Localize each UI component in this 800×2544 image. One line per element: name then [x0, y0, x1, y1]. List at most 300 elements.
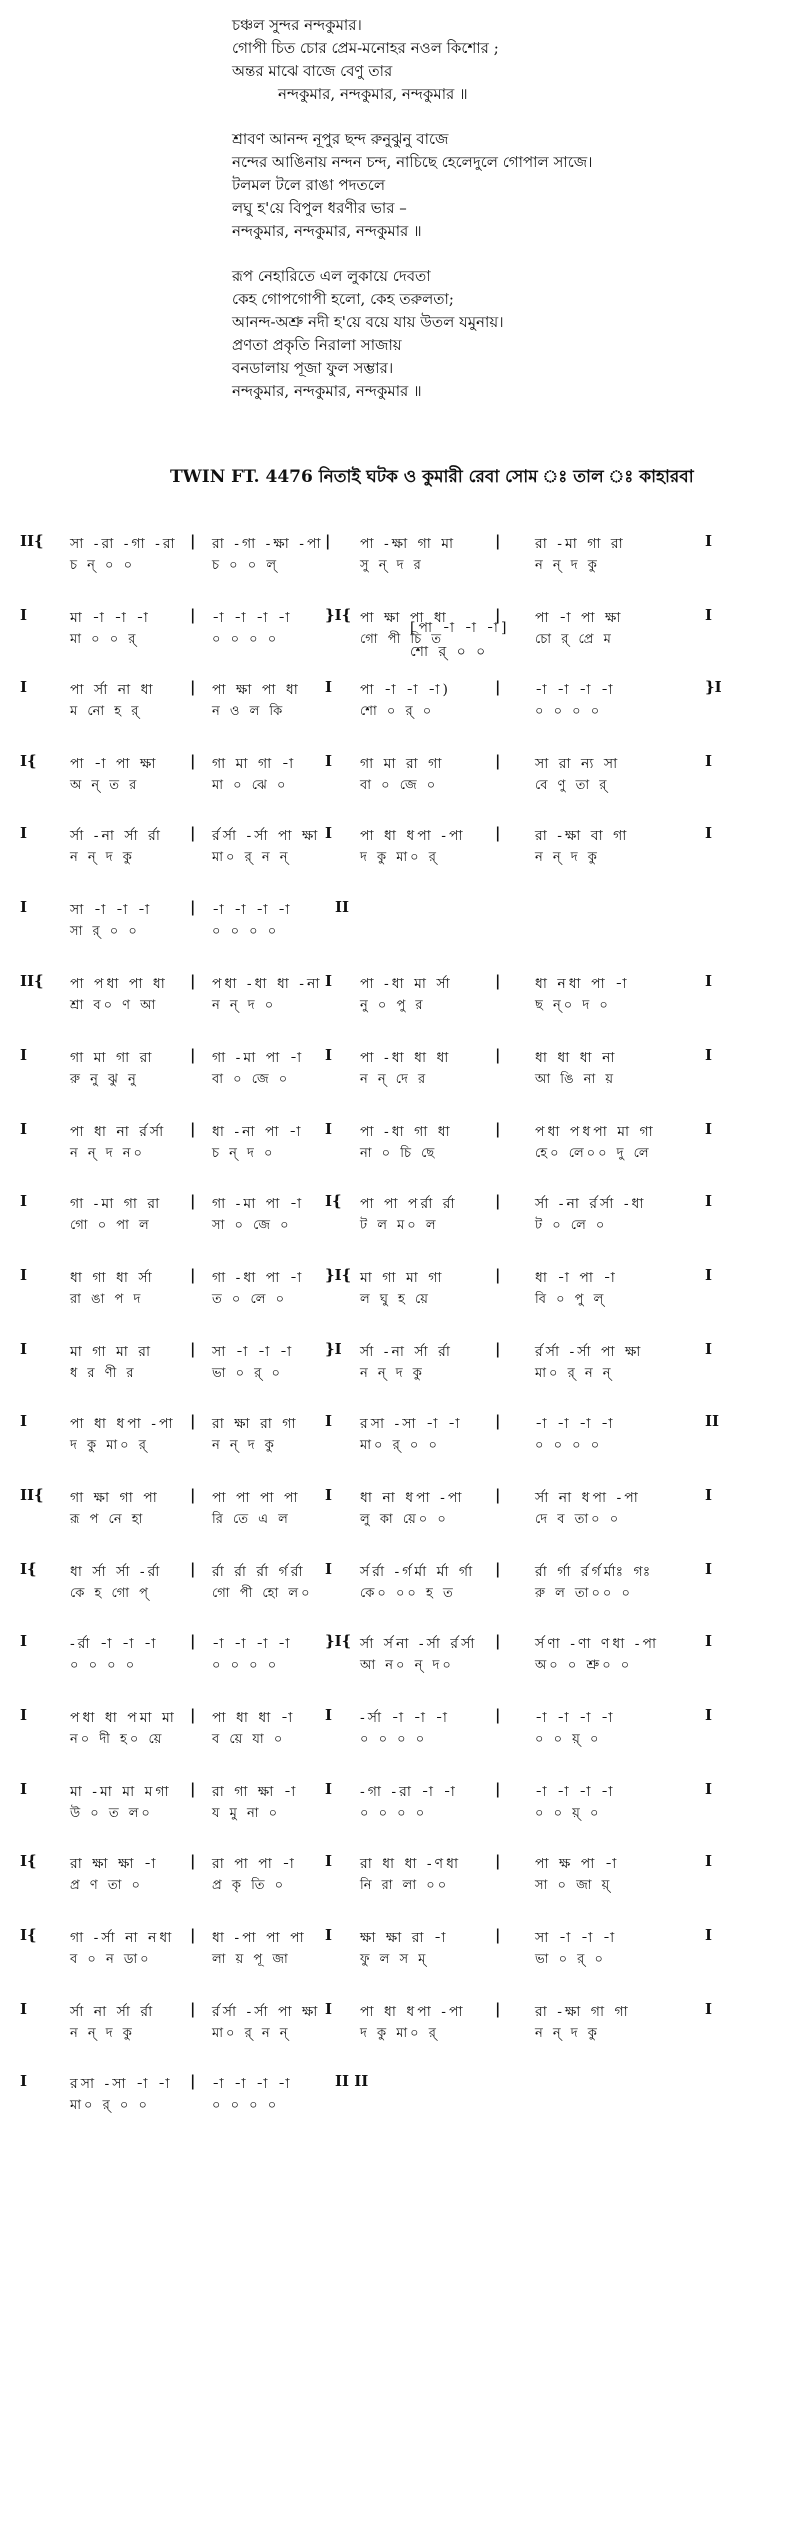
swara-group: রা -ক্ষা বা গা [535, 828, 630, 844]
swara-group: -া -া -া -া [535, 1784, 616, 1800]
lyric-line: কেহ গোপগোপী হলো, কেহ তরুলতা; [232, 290, 454, 308]
notation-row [0, 1264, 800, 1344]
syllable-group: অ ন্ ত র [70, 778, 140, 793]
syllable-group: ০ ০ ০ ০ [212, 2098, 280, 2113]
syllable-group: ন ন্ দ ০ [212, 998, 277, 1013]
swara-group: রসা -সা -া -া [360, 1416, 463, 1432]
swara-group: পা র্সা না ধা [70, 682, 156, 698]
swara-group: গা -মা পা -া [212, 1050, 305, 1066]
notation-row [0, 676, 800, 756]
swara-group: মা -মা মা মগা [70, 1784, 172, 1800]
barline: | [325, 532, 331, 550]
syllable-group: গো ০ পা ল [70, 1218, 152, 1233]
swara-group: র্সর্রা -র্গর্মা র্মা র্গা [360, 1564, 476, 1580]
barline: | [190, 972, 196, 990]
barline: | [190, 1706, 196, 1724]
syllable-group: মা০ র্ ন ন্ [212, 850, 291, 865]
swara-group: গা -র্সা না নধা [70, 1930, 175, 1946]
swara-group: সা -রা -গা -রা [70, 536, 178, 552]
barline: | [190, 532, 196, 550]
swara-group: রা পা পা -া [212, 1856, 297, 1872]
swara-group: রা ক্ষা ক্ষা -া [70, 1856, 159, 1872]
barline: | [495, 1412, 501, 1430]
alternate-ending-top: [পা -া -া -া] [410, 620, 510, 636]
lyric-line: নন্দকুমার, নন্দকুমার, নন্দকুমার ॥ [232, 382, 422, 400]
syllable-group: ০ ০ ০ ০ [212, 1658, 280, 1673]
barline: I [325, 1486, 333, 1504]
swara-group: পধা -ধা ধা -না [212, 976, 323, 992]
syllable-group: দ কু মা০ র্ [70, 1438, 149, 1453]
barline: | [495, 1560, 501, 1578]
swara-group: র্রা র্গা র্রর্গর্মাঃ গঃ [535, 1564, 654, 1580]
swara-group: পা -া পা ক্ষা [70, 756, 159, 772]
syllable-group: ন ন্ দ কু [70, 2026, 135, 2041]
swara-group: পা -ধা মা র্সা [360, 976, 453, 992]
swara-group: রা -মা গা রা [535, 536, 626, 552]
lyric-line: লঘু হ'য়ে বিপুল ধরণীর ভার – [232, 199, 407, 217]
barline: | [495, 1632, 501, 1650]
swara-group: ধা নধা পা -া [535, 976, 630, 992]
syllable-group: মা০ র্ ০ ০ [360, 1438, 440, 1453]
barline: }I{ [325, 1632, 352, 1650]
barline: I [705, 1486, 713, 1504]
syllable-group: নি রা লা ০০ [360, 1878, 450, 1893]
syllable-group: লা য় পূ জা [212, 1952, 291, 1967]
barline: I [20, 1266, 28, 1284]
barline: I [705, 1560, 713, 1578]
barline: | [190, 1192, 196, 1210]
notation-row [0, 970, 800, 1050]
barline: | [190, 1046, 196, 1064]
swara-group: পা -ধা ধা ধা [360, 1050, 452, 1066]
syllable-group: ন ন্ দ কু [535, 558, 600, 573]
syllable-group: ০ ০ ০ ০ [212, 632, 280, 647]
swara-group: পা ক্ষা পা ধা [212, 682, 301, 698]
notation-row [0, 530, 800, 610]
syllable-group: নু ০ পু র [360, 998, 426, 1013]
barline: | [495, 1340, 501, 1358]
barline: I [20, 1780, 28, 1798]
syllable-group: ন ন্ দ কু [70, 850, 135, 865]
swara-group: পা পধা পা ধা [70, 976, 168, 992]
lyric-line: শ্রাবণ আনন্দ নূপুর ছন্দ রুনুঝুনু বাজে [232, 130, 449, 148]
barline: I{ [325, 1192, 342, 1210]
syllable-group: ন ন্ দ কু [212, 1438, 277, 1453]
swara-group: -া -া -া -া [535, 1710, 616, 1726]
swara-group: মা -া -া -া [70, 610, 151, 626]
barline: | [495, 752, 501, 770]
barline: I [325, 752, 333, 770]
notation-row [0, 1704, 800, 1784]
swara-group: -া -া -া -া [535, 1416, 616, 1432]
syllable-group: চ ন্ ০ ০ [70, 558, 136, 573]
swara-group: পা -া পা ক্ষা [535, 610, 624, 626]
swara-group: সা -া -া -া [535, 1930, 618, 1946]
barline: I [325, 1120, 333, 1138]
swara-group: গা -মা গা রা [70, 1196, 163, 1212]
barline: I [325, 1780, 333, 1798]
barline: | [190, 752, 196, 770]
barline: I [705, 1192, 713, 1210]
syllable-group: ত ০ লে ০ [212, 1292, 288, 1307]
syllable-group: মা০ র্ ন ন্ [535, 1366, 614, 1381]
alternate-ending [410, 616, 516, 668]
syllable-group: আ ঙি না য় [535, 1072, 617, 1087]
barline: | [190, 1120, 196, 1138]
barline: | [495, 1926, 501, 1944]
barline: | [495, 1706, 501, 1724]
swara-group: র্রর্সা -র্সা পা ক্ষা [212, 2004, 321, 2020]
syllable-group: ০ ০ ০ ০ [360, 1732, 428, 1747]
swara-group: রা গা ক্ষা -া [212, 1784, 299, 1800]
syllable-group: ব ০ ন ডা০ [70, 1952, 152, 1967]
syllable-group: ধ র ণী র [70, 1366, 137, 1381]
swara-group: সা রা ন্য সা [535, 756, 621, 772]
barline: I{ [20, 1926, 37, 1944]
lyric-stanza [232, 14, 772, 106]
lyric-stanza [232, 265, 772, 403]
syllable-group: গো পী হো ল০ [212, 1586, 313, 1601]
barline: I [325, 1046, 333, 1064]
syllable-group: ন ন্ দ কু [535, 2026, 600, 2041]
barline: | [190, 1412, 196, 1430]
swara-group: মা গা মা গা [360, 1270, 445, 1286]
swara-group: ধা ধা ধা না [535, 1050, 618, 1066]
swara-group: ধা -না পা -া [212, 1124, 304, 1140]
lyric-line: গোপী চিত চোর প্রেম-মনোহর নওল কিশোর ; [232, 39, 499, 57]
barline: | [190, 1340, 196, 1358]
barline: I [20, 606, 28, 624]
syllable-group: মা০ র্ ০ ০ [70, 2098, 150, 2113]
lyric-stanza [232, 128, 772, 243]
notation-row [0, 1484, 800, 1564]
swara-group: পা ধা ধা -া [212, 1710, 296, 1726]
swara-group: -া -া -া -া [212, 2076, 293, 2092]
barline: I{ [20, 752, 37, 770]
swara-group: র্সা -না র্রর্সা -ধা [535, 1196, 647, 1212]
syllable-group: আ ন০ ন্ দ০ [360, 1658, 454, 1673]
swara-group: গা -মা পা -া [212, 1196, 305, 1212]
barline: I [20, 1632, 28, 1650]
swara-group: পা ধা ধপা -পা [70, 1416, 176, 1432]
syllable-group: ন০ দী হ০ য়ে [70, 1732, 165, 1747]
barline: I [705, 1046, 713, 1064]
syllable-group: বা ০ জে ০ [360, 778, 439, 793]
barline: | [495, 2000, 501, 2018]
lyric-line: নন্দকুমার, নন্দকুমার, নন্দকুমার ॥ [232, 222, 422, 240]
syllable-group: ন ও ল কি [212, 704, 286, 719]
syllable-group: ০ ০ য়্ ০ [535, 1806, 602, 1821]
syllable-group: ল ঘু হ য়ে [360, 1292, 431, 1307]
barline: }I{ [325, 606, 352, 624]
notation-row [0, 750, 800, 830]
syllable-group: লু কা য়ে০ ০ [360, 1512, 449, 1527]
syllable-group: ০ ০ য়্ ০ [535, 1732, 602, 1747]
swara-group: ধা -া পা -া [535, 1270, 618, 1286]
notation-row [0, 1190, 800, 1270]
syllable-group: গো পী চি ত [360, 632, 444, 647]
swara-group: পা -ধা গা ধা [360, 1124, 453, 1140]
barline: II{ [20, 972, 44, 990]
barline: | [190, 1926, 196, 1944]
swara-group: রসা -সা -া -া [70, 2076, 173, 2092]
barline: I [325, 1852, 333, 1870]
syllable-group: সু ন্ দ র [360, 558, 424, 573]
swara-group: রা ধা ধা -ণধা [360, 1856, 462, 1872]
swara-group: সা -া -া -া [212, 1344, 295, 1360]
barline: | [495, 824, 501, 842]
barline: I [705, 2000, 713, 2018]
notation-row [0, 1778, 800, 1858]
swara-group: -া -া -া -া [212, 610, 293, 626]
notation-row [0, 1410, 800, 1490]
barline: | [495, 1266, 501, 1284]
barline: | [190, 2072, 196, 2090]
notation-row [0, 1630, 800, 1710]
barline: I [20, 1192, 28, 1210]
syllable-group: প্র কৃ তি ০ [212, 1878, 287, 1893]
barline: | [190, 1486, 196, 1504]
barline: I [20, 1340, 28, 1358]
syllable-group: শো ০ র্ ০ [360, 704, 435, 719]
swara-group: পা পা পা পা [212, 1490, 301, 1506]
barline: I [20, 824, 28, 842]
barline: | [495, 606, 501, 624]
barline: II II [335, 2072, 369, 2090]
syllable-group: ন ন্ দে র [360, 1072, 429, 1087]
barline: | [495, 1046, 501, 1064]
swara-group: রা -গা -ক্ষা -পা [212, 536, 324, 552]
syllable-group: মা ০ ঝে ০ [212, 778, 289, 793]
syllable-group: কে০ ০০ হ ত [360, 1586, 456, 1601]
notation-row [0, 1850, 800, 1930]
swara-group: র্সা না র্সা র্রা [70, 2004, 156, 2020]
syllable-group: রু নু ঝু নু [70, 1072, 139, 1087]
syllable-group: রূ প নে হা [70, 1512, 146, 1527]
syllable-group: সা র্ ০ ০ [70, 924, 140, 939]
barline: I [705, 824, 713, 842]
swara-group: -া -া -া -া [535, 682, 616, 698]
notation-row [0, 2070, 800, 2150]
syllable-group: সা ০ জে ০ [212, 1218, 292, 1233]
barline: | [190, 824, 196, 842]
barline: | [190, 1266, 196, 1284]
swara-group: গা মা গা -া [212, 756, 297, 772]
swara-group: রা ক্ষা রা গা [212, 1416, 299, 1432]
barline: I [705, 606, 713, 624]
swara-group: সা -া -া -া [70, 902, 153, 918]
swara-group: গা মা রা গা [360, 756, 445, 772]
syllable-group: ০ ০ ০ ০ [70, 1658, 138, 1673]
notation-row [0, 1044, 800, 1124]
syllable-group: ট ০ লে ০ [535, 1218, 608, 1233]
swara-group: পা ধা ধপা -পা [360, 828, 466, 844]
swara-group: -া -া -া -া [212, 1636, 293, 1652]
syllable-group: ন ন্ দ কু [360, 1366, 425, 1381]
barline: I [20, 2000, 28, 2018]
barline: II{ [20, 532, 44, 550]
lyric-line: নন্দের আঙিনায় নন্দন চন্দ, নাচিছে হেলেদুলে গোপাল সাজে। [232, 153, 593, 171]
syllable-group: কে হ গো প্ [70, 1586, 151, 1601]
notation-row [0, 896, 800, 976]
syllable-group: ০ ০ ০ ০ [535, 704, 603, 719]
barline: | [190, 1632, 196, 1650]
barline: | [495, 972, 501, 990]
swara-group: র্রর্সা -র্সা পা ক্ষা [212, 828, 321, 844]
barline: | [495, 1486, 501, 1504]
barline: }I [705, 678, 722, 696]
swara-group: র্রর্সা -র্সা পা ক্ষা [535, 1344, 644, 1360]
barline: }I [325, 1340, 342, 1358]
barline: | [495, 1780, 501, 1798]
lyric-line: প্রণতা প্রকৃতি নিরালা সাজায় [232, 336, 402, 354]
syllable-group: প্র ণ তা ০ [70, 1878, 143, 1893]
swara-group: পা ক্ষ পা -া [535, 1856, 620, 1872]
barline: I [705, 1852, 713, 1870]
syllable-group: না ০ চি ছে [360, 1146, 438, 1161]
alternate-ending-mid: শো র্ ০ ০ [410, 644, 489, 660]
swara-group: -গা -রা -া -া [360, 1784, 458, 1800]
syllable-group: ন ন্ দ ন০ [70, 1146, 145, 1161]
swara-group: -া -া -া -া [212, 902, 293, 918]
barline: I [20, 898, 28, 916]
swara-group: র্রা র্রা র্রা র্গর্রা [212, 1564, 306, 1580]
barline: I [20, 1046, 28, 1064]
barline: | [495, 1120, 501, 1138]
barline: I [20, 1120, 28, 1138]
song-heading: TWIN FT. 4476 নিতাই ঘটক ও কুমারী রেবা সোম ঃ তাল ঃ কাহারবা [170, 467, 694, 487]
barline: I [20, 1706, 28, 1724]
syllable-group: বা ০ জে ০ [212, 1072, 291, 1087]
lyric-line: চঞ্চল সুন্দর নন্দকুমার। [232, 16, 362, 34]
barline: I [325, 678, 333, 696]
swara-group: ধা না ধপা -পা [360, 1490, 465, 1506]
syllable-group: ন ন্ দ কু [535, 850, 600, 865]
lyrics-block [232, 14, 772, 425]
syllable-group: ০ ০ ০ ০ [212, 924, 280, 939]
syllable-group: ভা ০ র্ ০ [212, 1366, 283, 1381]
syllable-group: বে ণু তা র্ [535, 778, 610, 793]
notation-row [0, 1924, 800, 2004]
barline: I [325, 1560, 333, 1578]
barline: I [325, 824, 333, 842]
barline: | [190, 898, 196, 916]
notation-row [0, 1338, 800, 1418]
syllable-group: চ ০ ০ ল্ [212, 558, 280, 573]
syllable-group: উ ০ ত ল০ [70, 1806, 153, 1821]
barline: }I{ [325, 1266, 352, 1284]
barline: I [325, 972, 333, 990]
syllable-group: মা০ র্ ন ন্ [212, 2026, 291, 2041]
swara-group: গা মা গা রা [70, 1050, 155, 1066]
syllable-group: য মু না ০ [212, 1806, 281, 1821]
syllable-group: ট ল ম০ ল [360, 1218, 439, 1233]
swara-group: ধা র্সা র্সা -র্রা [70, 1564, 163, 1580]
lyric-line: রূপ নেহারিতে এল লুকায়ে দেবতা [232, 267, 431, 285]
swara-group: র্সা -না র্সা র্রা [70, 828, 163, 844]
syllable-group: ভা ০ র্ ০ [535, 1952, 606, 1967]
notation-row [0, 1558, 800, 1638]
lyric-line: অন্তর মাঝে বাজে বেণু তার [232, 62, 393, 80]
swara-group: গা -ধা পা -া [212, 1270, 305, 1286]
syllable-group: অ০ ০ শ্রু০ ০ [535, 1658, 633, 1673]
swara-group: পধা পধপা মা গা [535, 1124, 656, 1140]
notation-row [0, 822, 800, 902]
swara-group: র্সা -না র্সা র্রা [360, 1344, 453, 1360]
barline: I [20, 678, 28, 696]
syllable-group: ০ ০ ০ ০ [360, 1806, 428, 1821]
syllable-group: ব য়ে যা ০ [212, 1732, 286, 1747]
syllable-group: শ্রা ব০ ণ আ [70, 998, 159, 1013]
barline: | [495, 1852, 501, 1870]
syllable-group: সা ০ জা য়্ [535, 1878, 613, 1893]
swara-group: ক্ষা ক্ষা রা -া [360, 1930, 449, 1946]
swara-group: ধা গা ধা র্সা [70, 1270, 155, 1286]
swara-group: পা -ক্ষা গা মা [360, 536, 457, 552]
syllable-group: বি ০ পু ল্ [535, 1292, 607, 1307]
barline: I [20, 2072, 28, 2090]
lyric-line: বনডালায় পূজা ফুল সম্ভার। [232, 359, 394, 377]
swara-group: ধা -পা পা পা [212, 1930, 307, 1946]
barline: I [705, 1706, 713, 1724]
barline: I [325, 2000, 333, 2018]
swara-group: রা -ক্ষা গা গা [535, 2004, 631, 2020]
barline: | [190, 1852, 196, 1870]
notation-row [0, 1998, 800, 2078]
syllable-group: দে ব তা০ ০ [535, 1512, 622, 1527]
barline: II{ [20, 1486, 44, 1504]
syllable-group: রু ল তা০০ ০ [535, 1586, 633, 1601]
syllable-group: ম নো হ র্ [70, 704, 142, 719]
swara-group: গা ক্ষা গা পা [70, 1490, 160, 1506]
swara-group: -র্রা -া -া -া [70, 1636, 159, 1652]
barline: I [325, 1412, 333, 1430]
notation-area [0, 520, 800, 2140]
barline: I [705, 972, 713, 990]
syllable-group: ফু ল স ম্ [360, 1952, 429, 1967]
barline: I [705, 1926, 713, 1944]
lyric-line: নন্দকুমার, নন্দকুমার, নন্দকুমার ॥ [278, 85, 468, 103]
syllable-group: দ কু মা০ র্ [360, 2026, 439, 2041]
barline: I [705, 1632, 713, 1650]
barline: I{ [20, 1560, 37, 1578]
swara-group: পধা ধা পমা মা [70, 1710, 177, 1726]
syllable-group: ০ ০ ০ ০ [535, 1438, 603, 1453]
syllable-group: হে০ লে০০ দু লে [535, 1146, 652, 1161]
barline: I [705, 1780, 713, 1798]
swara-group: র্সা না ধপা -পা [535, 1490, 641, 1506]
barline: II [705, 1412, 720, 1430]
barline: I [705, 532, 713, 550]
barline: | [495, 678, 501, 696]
swara-group: র্সা র্সনা -র্সা র্রর্সা [360, 1636, 478, 1652]
swara-group: পা পা পর্রা র্রা [360, 1196, 458, 1212]
barline: I [705, 1266, 713, 1284]
syllable-group: রা ঙা প দ [70, 1292, 144, 1307]
swara-group: মা গা মা রা [70, 1344, 154, 1360]
swara-group: পা ক্ষা পা ধা [360, 610, 449, 626]
barline: | [190, 678, 196, 696]
syllable-group: মা ০ ০ র্ [70, 632, 139, 647]
barline: | [190, 2000, 196, 2018]
barline: II [335, 898, 350, 916]
swara-group: পা ধা ধপা -পা [360, 2004, 466, 2020]
barline: I{ [20, 1852, 37, 1870]
swara-group: পা ধা না র্রর্সা [70, 1124, 167, 1140]
syllable-group: চ ন্ দ ০ [212, 1146, 276, 1161]
notation-row [0, 604, 800, 684]
barline: I [325, 1926, 333, 1944]
